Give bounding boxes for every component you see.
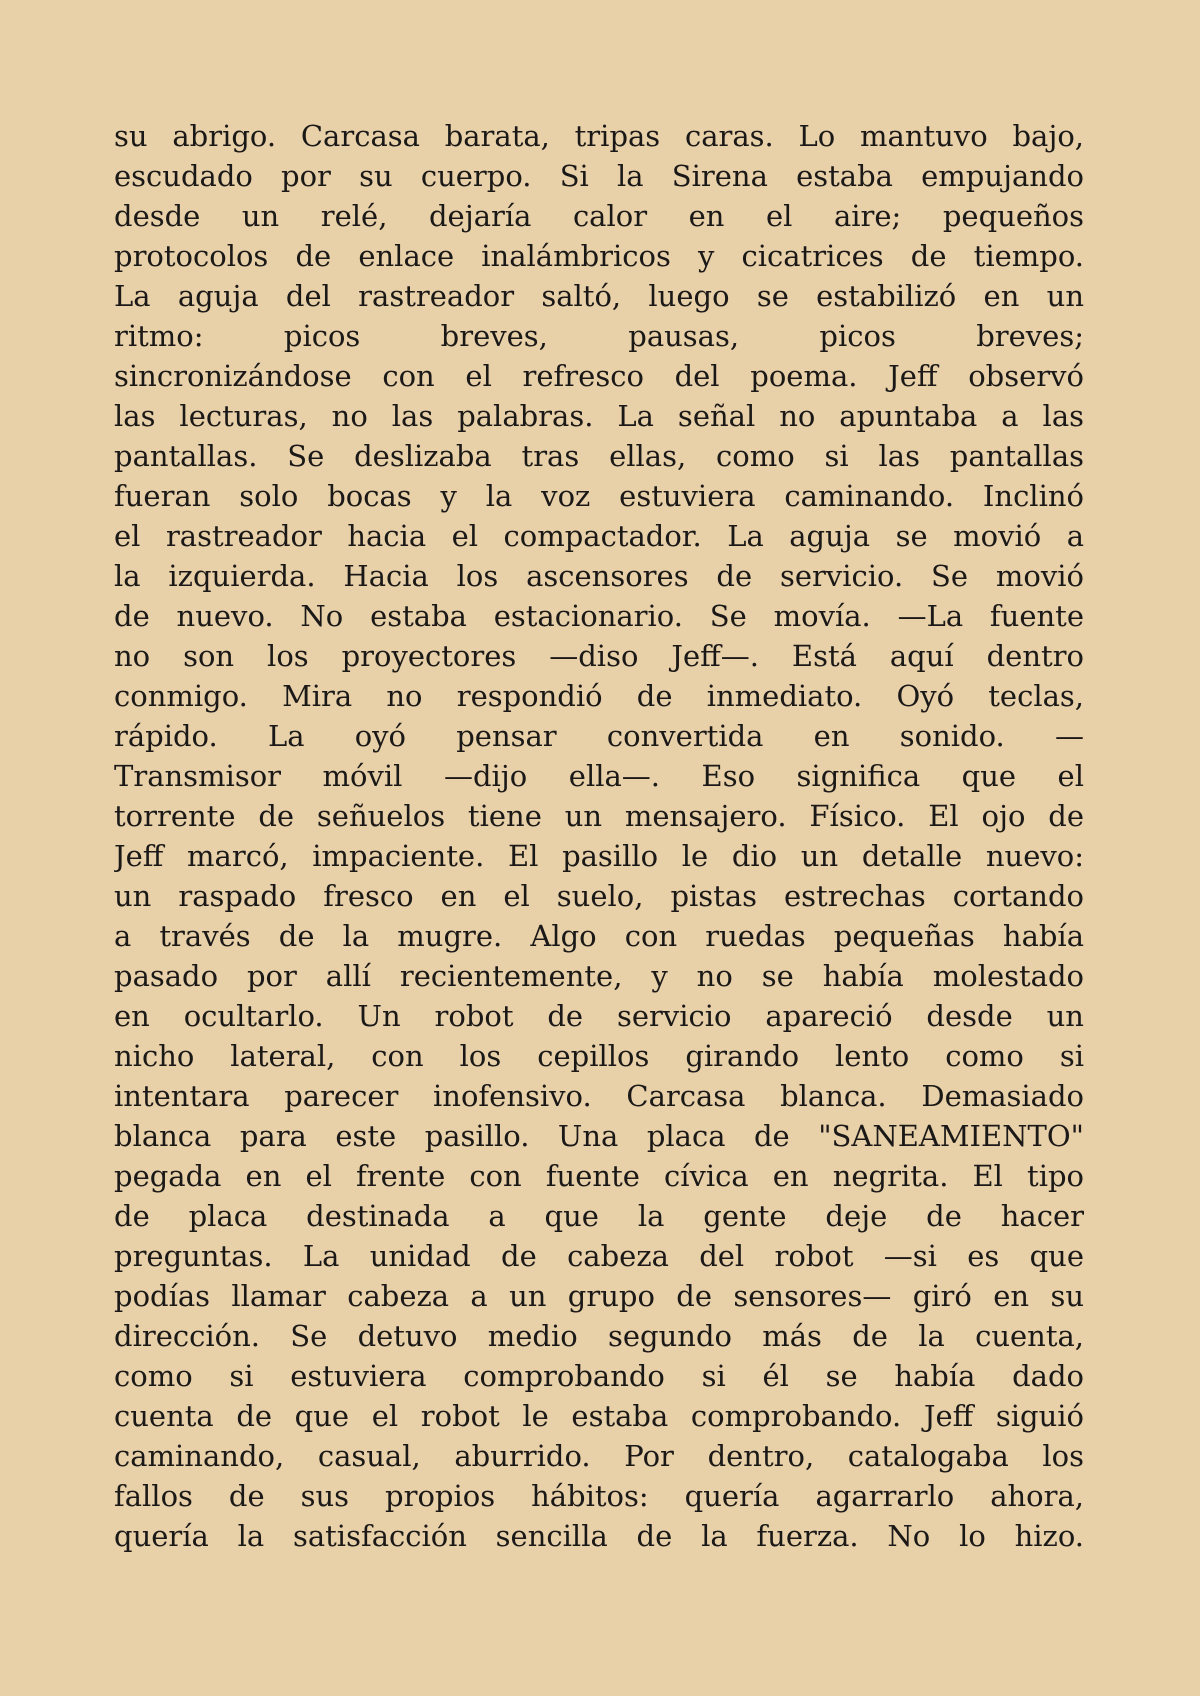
text-line: ritmo: picos breves, pausas, picos breves; xyxy=(114,319,1084,353)
text-line: el rastreador hacia el compactador. La aguja se movió a xyxy=(114,519,1084,553)
text-line: desde un relé, dejaría calor en el aire; pequeños xyxy=(114,199,1084,233)
text-line: podías llamar cabeza a un grupo de sensores— giró en su xyxy=(114,1279,1084,1313)
page-body xyxy=(114,116,1084,1556)
text-line: conmigo. Mira no respondió de inmediato. Oyó teclas, xyxy=(114,679,1084,713)
text-line: las lecturas, no las palabras. La señal no apuntaba a las xyxy=(114,399,1084,433)
text-line: nicho lateral, con los cepillos girando lento como si xyxy=(114,1039,1084,1073)
text-line: su abrigo. Carcasa barata, tripas caras. Lo mantuvo bajo, xyxy=(114,119,1084,153)
text-line: a través de la mugre. Algo con ruedas pequeñas había xyxy=(114,919,1084,953)
text-line: fueran solo bocas y la voz estuviera caminando. Inclinó xyxy=(114,479,1084,513)
text-line: de nuevo. No estaba estacionario. Se movía. —La fuente xyxy=(114,599,1084,633)
text-line: torrente de señuelos tiene un mensajero. Físico. El ojo de xyxy=(114,799,1084,833)
text-line: dirección. Se detuvo medio segundo más de la cuenta, xyxy=(114,1319,1084,1353)
text-line: sincronizándose con el refresco del poema. Jeff observó xyxy=(114,359,1084,393)
text-line: pasado por allí recientemente, y no se había molestado xyxy=(114,959,1084,993)
text-line: Jeff marcó, impaciente. El pasillo le dio un detalle nuevo: xyxy=(114,839,1084,873)
text-line: caminando, casual, aburrido. Por dentro, catalogaba los xyxy=(114,1439,1084,1473)
text-line: blanca para este pasillo. Una placa de "SANEAMIENTO" xyxy=(114,1119,1084,1153)
text-line: no son los proyectores —diso Jeff—. Está aquí dentro xyxy=(114,639,1084,673)
text-line: La aguja del rastreador saltó, luego se estabilizó en un xyxy=(114,279,1084,313)
text-line: protocolos de enlace inalámbricos y cicatrices de tiempo. xyxy=(114,239,1084,273)
text-line: intentara parecer inofensivo. Carcasa blanca. Demasiado xyxy=(114,1079,1084,1113)
text-line: pegada en el frente con fuente cívica en negrita. El tipo xyxy=(114,1159,1084,1193)
text-line: en ocultarlo. Un robot de servicio apareció desde un xyxy=(114,999,1084,1033)
text-line: la izquierda. Hacia los ascensores de servicio. Se movió xyxy=(114,559,1084,593)
text-line: cuenta de que el robot le estaba comprobando. Jeff siguió xyxy=(114,1399,1084,1433)
text-line: preguntas. La unidad de cabeza del robot —si es que xyxy=(114,1239,1084,1273)
text-line: Transmisor móvil —dijo ella—. Eso significa que el xyxy=(114,759,1084,793)
text-line: pantallas. Se deslizaba tras ellas, como si las pantallas xyxy=(114,439,1084,473)
text-line: fallos de sus propios hábitos: quería agarrarlo ahora, xyxy=(114,1479,1084,1513)
text-line: quería la satisfacción sencilla de la fuerza. No lo hizo. xyxy=(114,1519,1084,1553)
text-line: escudado por su cuerpo. Si la Sirena estaba empujando xyxy=(114,159,1084,193)
text-line: de placa destinada a que la gente deje de hacer xyxy=(114,1199,1084,1233)
text-line: como si estuviera comprobando si él se había dado xyxy=(114,1359,1084,1393)
text-line: un raspado fresco en el suelo, pistas estrechas cortando xyxy=(114,879,1084,913)
text-line: rápido. La oyó pensar convertida en sonido. — xyxy=(114,719,1084,753)
